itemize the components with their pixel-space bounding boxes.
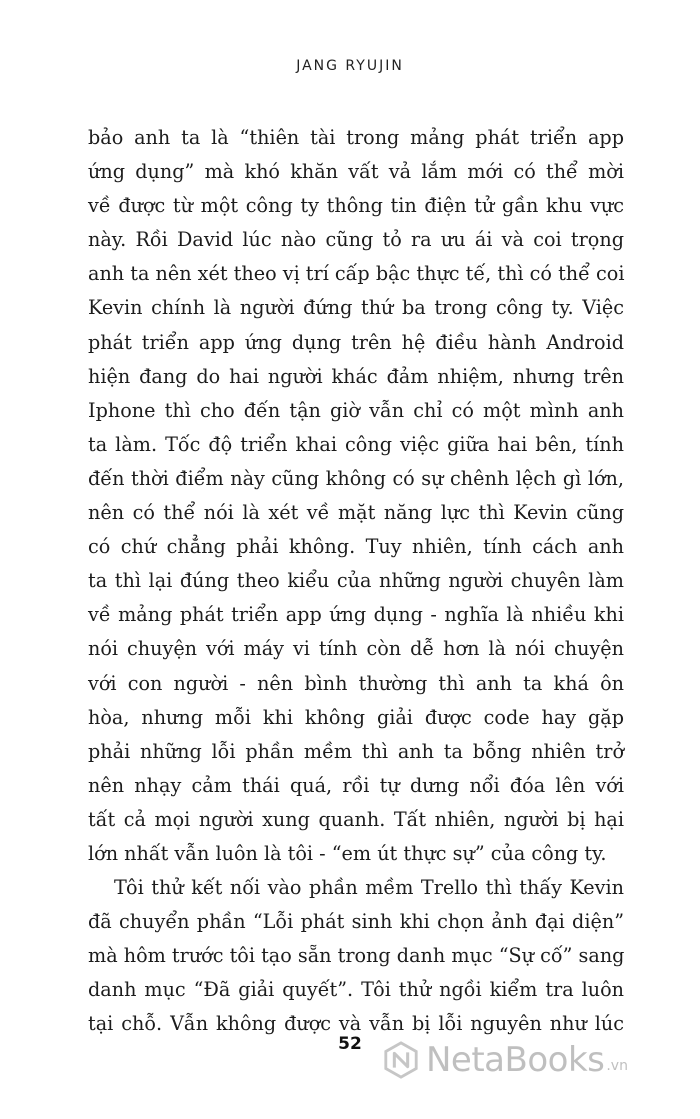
running-header: JANG RYUJIN xyxy=(296,58,404,74)
text-line: tại chỗ. Vẫn không được và vẫn bị lỗi nguyên như lúc xyxy=(88,1012,624,1036)
text-line: này. Rồi David lúc nào cũng tỏ ra ưu ái và coi trọng xyxy=(88,228,624,252)
text-line: nên có thể nói là xét về mặt năng lực thì Kevin cũng xyxy=(88,501,624,525)
text-line: anh ta nên xét theo vị trí cấp bậc thực tế, thì có thể coi xyxy=(88,262,625,286)
text-line: ta thì lại đúng theo kiểu của những người chuyên làm xyxy=(88,569,624,593)
watermark-brand: NetaBooks xyxy=(426,1040,605,1080)
text-line: hòa, nhưng mỗi khi không giải được code hay gặp xyxy=(88,705,624,729)
text-line: về được từ một công ty thông tin điện tử gần khu vực xyxy=(88,194,624,218)
text-line: lớn nhất vẫn luôn là tôi - “em út thực sự” của công ty. xyxy=(88,841,607,865)
text-line: có chứ chẳng phải không. Tuy nhiên, tính cách anh xyxy=(88,535,624,559)
text-line: nói chuyện với máy vi tính còn dễ hơn là nói chuyện xyxy=(88,637,624,661)
text-line: đến thời điểm này cũng không có sự chênh lệch gì lớn, xyxy=(88,466,624,490)
text-line: tất cả mọi người xung quanh. Tất nhiên, người bị hại xyxy=(88,807,624,831)
text-line: phát triển app ứng dụng trên hệ điều hành Android xyxy=(88,330,624,354)
text-line: hiện đang do hai người khác đảm nhiệm, nhưng trên xyxy=(88,364,624,388)
text-line: phải những lỗi phần mềm thì anh ta bỗng nhiên trở xyxy=(88,739,624,763)
text-line: ta làm. Tốc độ triển khai công việc giữa hai bên, tính xyxy=(88,432,624,456)
netabooks-watermark xyxy=(382,1040,628,1080)
watermark-tld: .vn xyxy=(606,1058,628,1074)
page-number: 52 xyxy=(338,1034,362,1054)
text-line: danh mục “Đã giải quyết”. Tôi thử ngồi kiểm tra luôn xyxy=(88,978,624,1002)
text-line: đã chuyển phần “Lỗi phát sinh khi chọn ảnh đại diện” xyxy=(88,910,624,934)
text-line: với con người - nên bình thường thì anh ta khá ôn xyxy=(88,671,624,695)
text-line: Iphone thì cho đến tận giờ vẫn chỉ có một mình anh xyxy=(88,398,624,422)
body-text xyxy=(88,121,624,1042)
text-line: Tôi thử kết nối vào phần mềm Trello thì thấy Kevin xyxy=(114,876,624,900)
text-line: về mảng phát triển app ứng dụng - nghĩa là nhiều khi xyxy=(88,603,624,627)
text-line: mà hôm trước tôi tạo sẵn trong danh mục “Sự cố” sang xyxy=(88,944,625,968)
text-line: Kevin chính là người đứng thứ ba trong công ty. Việc xyxy=(88,296,624,320)
text-line: nên nhạy cảm thái quá, rồi tự dưng nổi đóa lên với xyxy=(88,773,624,797)
netabooks-logo-icon xyxy=(382,1041,420,1079)
text-line: bảo anh ta là “thiên tài trong mảng phát triển app xyxy=(88,126,624,149)
text-line: ứng dụng” mà khó khăn vất vả lắm mới có thể mời xyxy=(88,160,624,184)
